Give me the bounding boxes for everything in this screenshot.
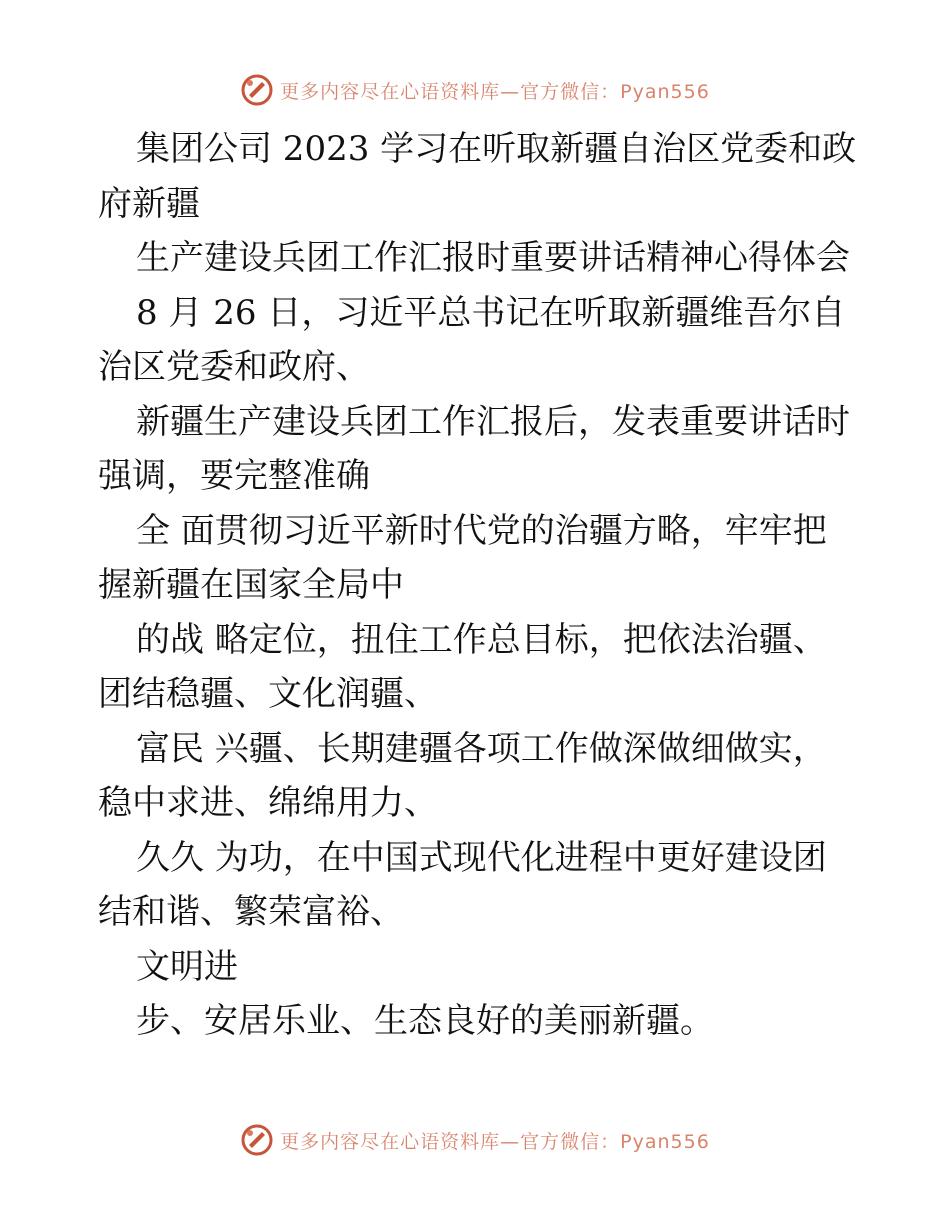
text-line: 握新疆在国家全局中 xyxy=(98,565,404,605)
text-line: 全 面贯彻习近平新时代党的治疆方略，牢牢把 xyxy=(136,510,827,551)
document-body xyxy=(98,122,858,1049)
text-line: 久久 为功，在中国式现代化进程中更好建设团 xyxy=(136,837,827,878)
text-line: 治区党委和政府、 xyxy=(98,347,370,387)
text-line: 的战 略定位，扭住工作总目标，把依法治疆、 xyxy=(136,619,827,660)
text-line: 稳中求进、绵绵用力、 xyxy=(98,783,438,823)
brand-seal-logo xyxy=(240,73,274,107)
footer-watermark xyxy=(0,1120,950,1160)
text-line: 团结稳疆、文化润疆、 xyxy=(98,674,438,714)
brand-seal-logo xyxy=(240,1123,274,1157)
text-line: 集团公司 2023 学习在听取新疆自治区党委和政 xyxy=(136,129,857,169)
text-line: 8 月 26 日，习近平总书记在听取新疆维吾尔自 xyxy=(136,292,846,333)
text-line: 强调，要完整准确 xyxy=(98,456,370,496)
text-line: 富民 兴疆、长期建疆各项工作做深做细做实， xyxy=(136,728,827,769)
text-line: 步、安居乐业、生态良好的美丽新疆。 xyxy=(136,1001,714,1041)
watermark-text: 更多内容尽在心语资料库—官方微信：Pyan556 xyxy=(280,80,710,103)
text-line: 府新疆 xyxy=(98,183,200,224)
text-line: 生产建设兵团工作汇报时重要讲话精神心得体会 xyxy=(136,238,850,278)
text-line: 结和谐、繁荣富裕、 xyxy=(98,892,404,932)
watermark-text: 更多内容尽在心语资料库—官方微信：Pyan556 xyxy=(280,1130,710,1153)
text-line: 新疆生产建设兵团工作汇报后，发表重要讲话时 xyxy=(136,401,850,442)
header-watermark xyxy=(0,70,950,110)
text-line: 文明进 xyxy=(136,946,238,987)
